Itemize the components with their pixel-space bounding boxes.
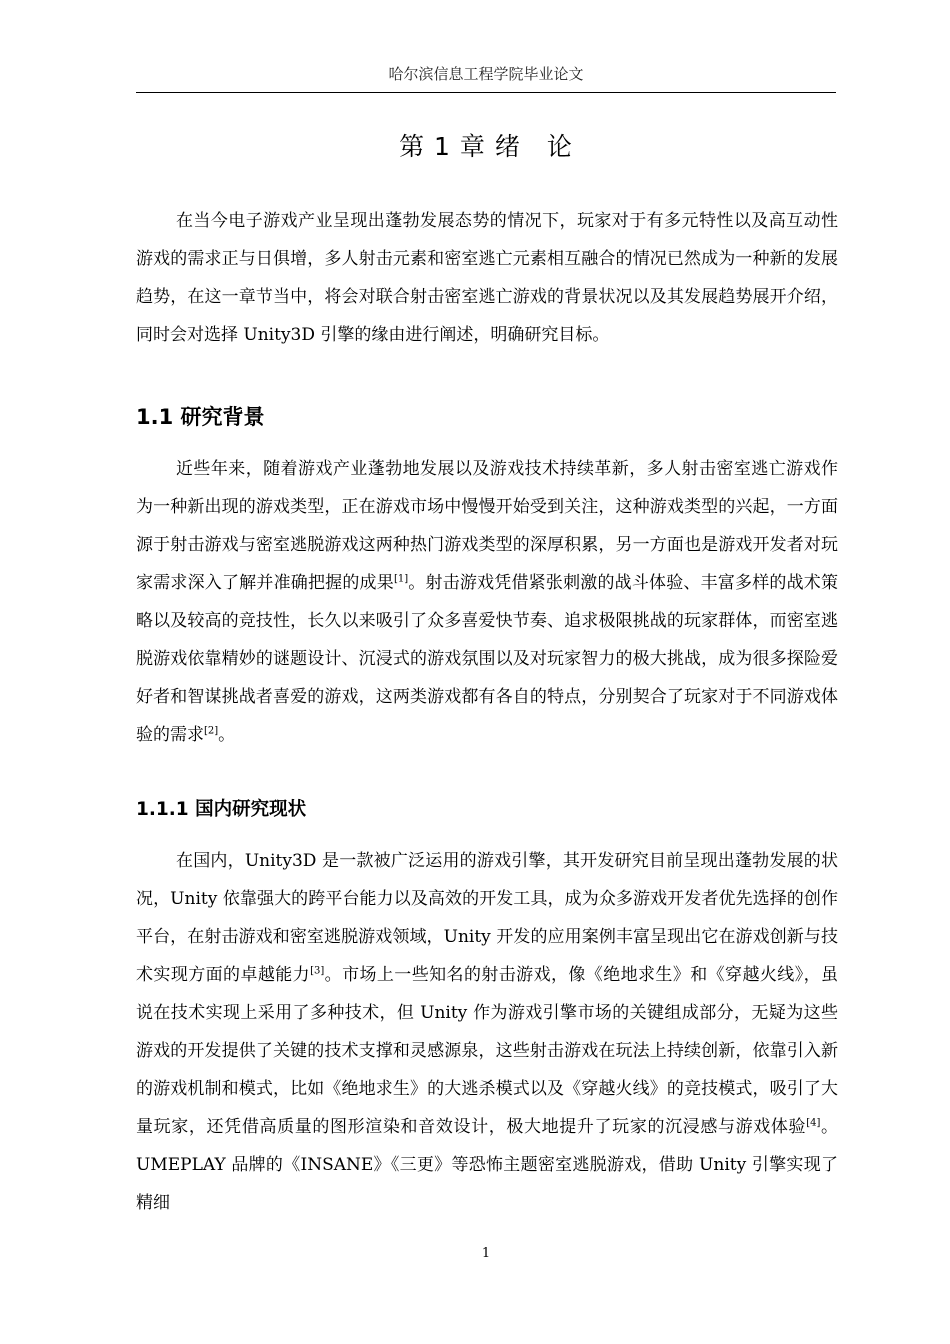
paragraph-text: 在国内，Unity3D 是一款被广泛运用的游戏引擎，其开发研究目前呈现出蓬勃发展的状况，Unity 依靠强大的跨平台能力以及高效的开发工具，成为众多游戏开发者优先选择的创作平台，在射击游戏和密室逃脱游戏领域，Unity 开发的应用案例丰富呈现出它在游戏创新与技术实现方面的卓越能力 bbox=[136, 851, 838, 985]
running-header: 哈尔滨信息工程学院毕业论文 bbox=[388, 65, 584, 83]
chapter-title bbox=[136, 129, 836, 165]
paragraph-text: 。 bbox=[218, 725, 236, 745]
citation-ref-3: [3] bbox=[310, 965, 325, 977]
chapter-title-part2: 论 bbox=[546, 132, 573, 161]
paragraph-text: 近些年来，随着游戏产业蓬勃地发展以及游戏技术持续革新，多人射击密室逃亡游戏作为一种新出现的游戏类型，正在游戏市场中慢慢开始受到关注，这种游戏类型的兴起，一方面源于射击游戏与密室逃脱游戏这两种热门游戏类型的深厚积累，另一方面也是游戏开发者对玩家需求深入了解并准确把握的成果 bbox=[136, 459, 838, 593]
section-heading-1-1-1: 1.1.1 国内研究现状 bbox=[136, 799, 307, 820]
intro-paragraph: 在当今电子游戏产业呈现出蓬勃发展态势的情况下，玩家对于有多元特性以及高互动性游戏的需求正与日俱增，多人射击元素和密室逃亡元素相互融合的情况已然成为一种新的发展趋势，在这一章节当中，将会对联合射击密室逃亡游戏的背景状况以及其发展趋势展开介绍，同时会对选择 Unity3D 引擎的缘由进行阐述，明确研究目标。 bbox=[136, 211, 838, 345]
section-heading-1-1: 1.1 研究背景 bbox=[136, 405, 265, 429]
background-paragraph bbox=[136, 450, 838, 754]
paragraph-text: 。射击游戏凭借紧张刺激的战斗体验、丰富多样的战术策略以及较高的竞技性，长久以来吸引了众多喜爱快节奏、追求极限挑战的玩家群体，而密室逃脱游戏依靠精妙的谜题设计、沉浸式的游戏氛围以及对玩家智力的极大挑战，成为很多探险爱好者和智谋挑战者喜爱的游戏，这两类游戏都有各自的特点，分别契合了玩家对于不同游戏体验的需求 bbox=[136, 573, 839, 745]
chapter-number: 第 1 章 bbox=[399, 132, 486, 161]
citation-ref-2: [2] bbox=[204, 725, 219, 737]
header-rule bbox=[136, 92, 836, 93]
citation-ref-4: [4] bbox=[806, 1117, 821, 1129]
domestic-research-paragraph bbox=[136, 842, 838, 1222]
paragraph-text: 。市场上一些知名的射击游戏，像《绝地求生》和《穿越火线》，虽说在技术实现上采用了多种技术，但 Unity 作为游戏引擎市场的关键组成部分，无疑为这些游戏的开发提供了关键的技术支撑和灵感源泉，这些射击游戏在玩法上持续创新，依靠引入新的游戏机制和模式，比如《绝地求生》的大逃杀模式以及《穿越火线》的竞技模式，吸引了大量玩家，还凭借高质量的图形渲染和音效设计，极大地提升了玩家的沉浸感与游戏体验 bbox=[136, 965, 839, 1137]
citation-ref-1: [1] bbox=[393, 573, 409, 585]
chapter-title-part1: 绪 bbox=[494, 132, 521, 161]
paragraph-text: 。UMEPLAY 品牌的《INSANE》《三更》等恐怖主题密室逃脱游戏，借助 Unity 引擎实现了精细 bbox=[136, 1117, 839, 1213]
page-number: 1 bbox=[481, 1246, 491, 1261]
